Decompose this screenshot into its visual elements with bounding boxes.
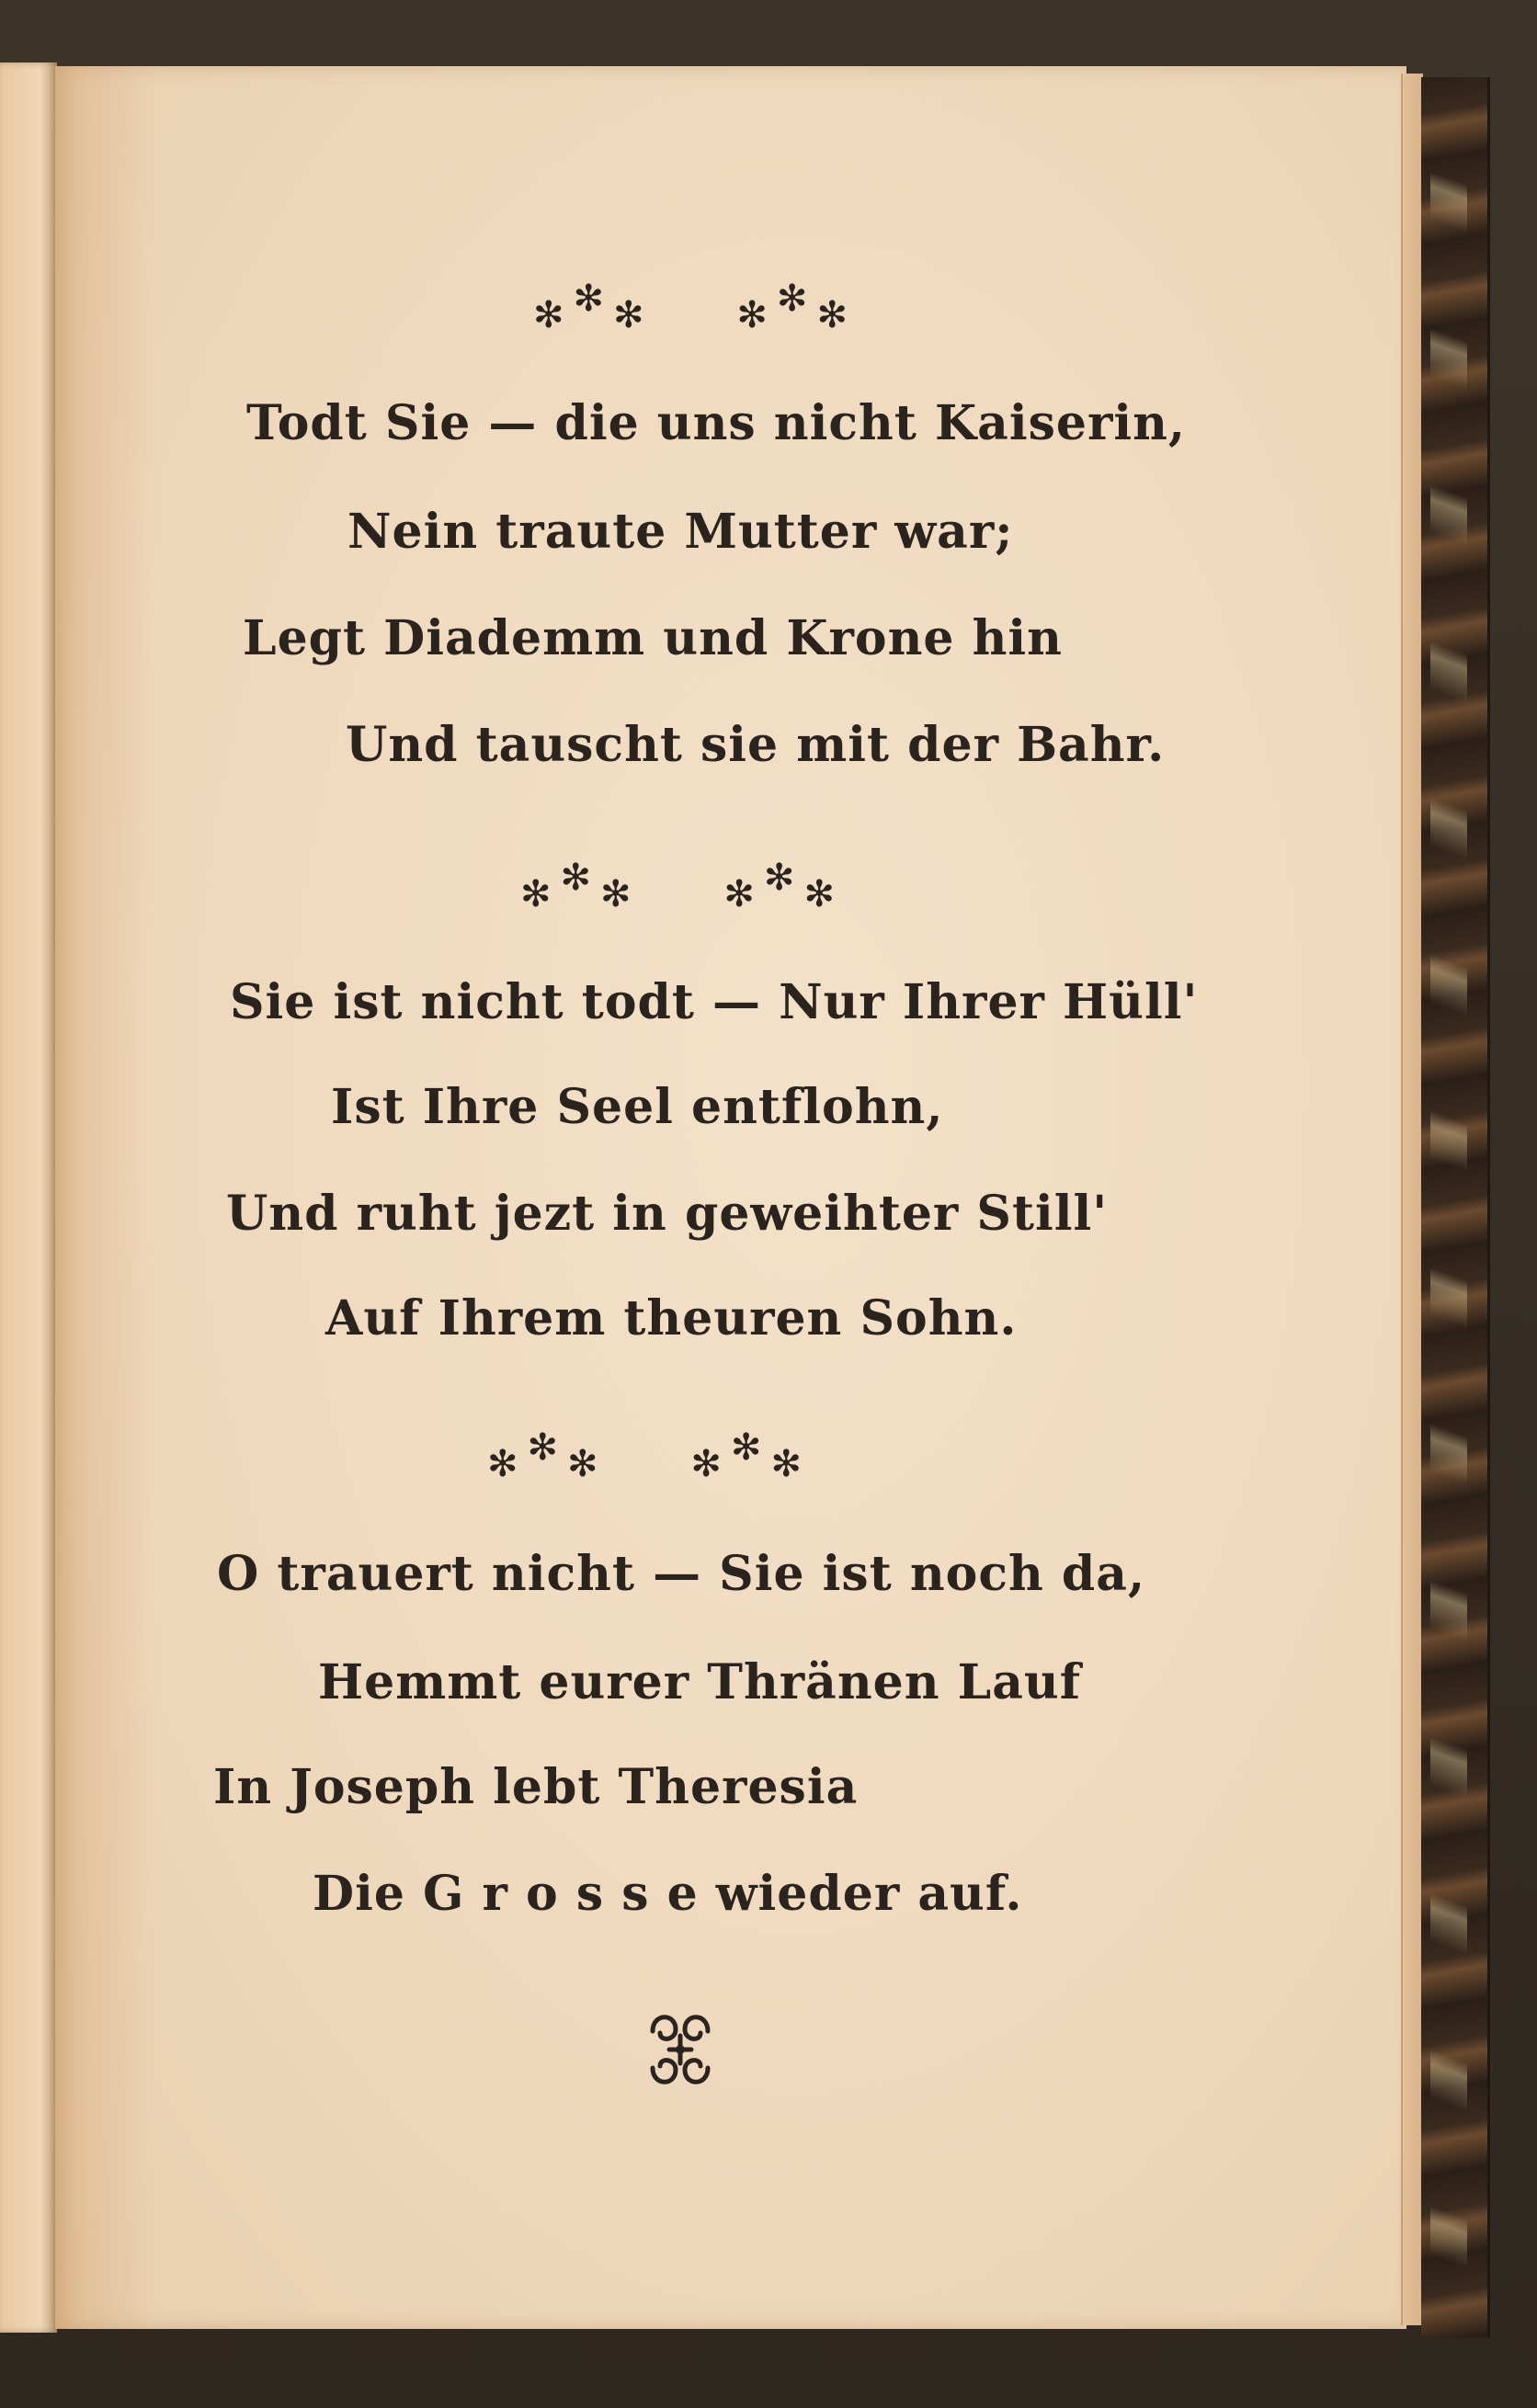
- floral-vignette-icon: [634, 2004, 726, 2096]
- asterism-divider: ✻✻✻ ✻✻✻: [487, 1426, 811, 1485]
- verse-line: Todt Sie — die uns nicht Kaiserin,: [246, 395, 1186, 451]
- verse-line: Die G r o s s e wieder auf.: [313, 1866, 1023, 1922]
- verse-line: Nein traute Mutter war;: [347, 504, 1014, 560]
- verse-line: Und tauscht sie mit der Bahr.: [346, 717, 1166, 773]
- asterism-divider: ✻✻✻ ✻✻✻: [533, 278, 857, 336]
- verse-line: Auf Ihrem theuren Sohn.: [325, 1290, 1018, 1346]
- verse-line: Hemmt eurer Thränen Lauf: [318, 1654, 1082, 1710]
- asterism-divider: ✻✻✻ ✻✻✻: [520, 857, 844, 915]
- verse-line: Ist Ihre Seel entflohn,: [331, 1079, 944, 1135]
- verse-line: Legt Diademm und Krone hin: [243, 610, 1063, 666]
- verse-line: Sie ist nicht todt — Nur Ihrer Hüll': [230, 974, 1199, 1030]
- verse-line: O trauert nicht — Sie ist noch da,: [217, 1546, 1146, 1602]
- verse-line: In Joseph lebt Theresia: [213, 1759, 859, 1815]
- verse-line: Und ruht jezt in geweihter Still': [226, 1186, 1109, 1242]
